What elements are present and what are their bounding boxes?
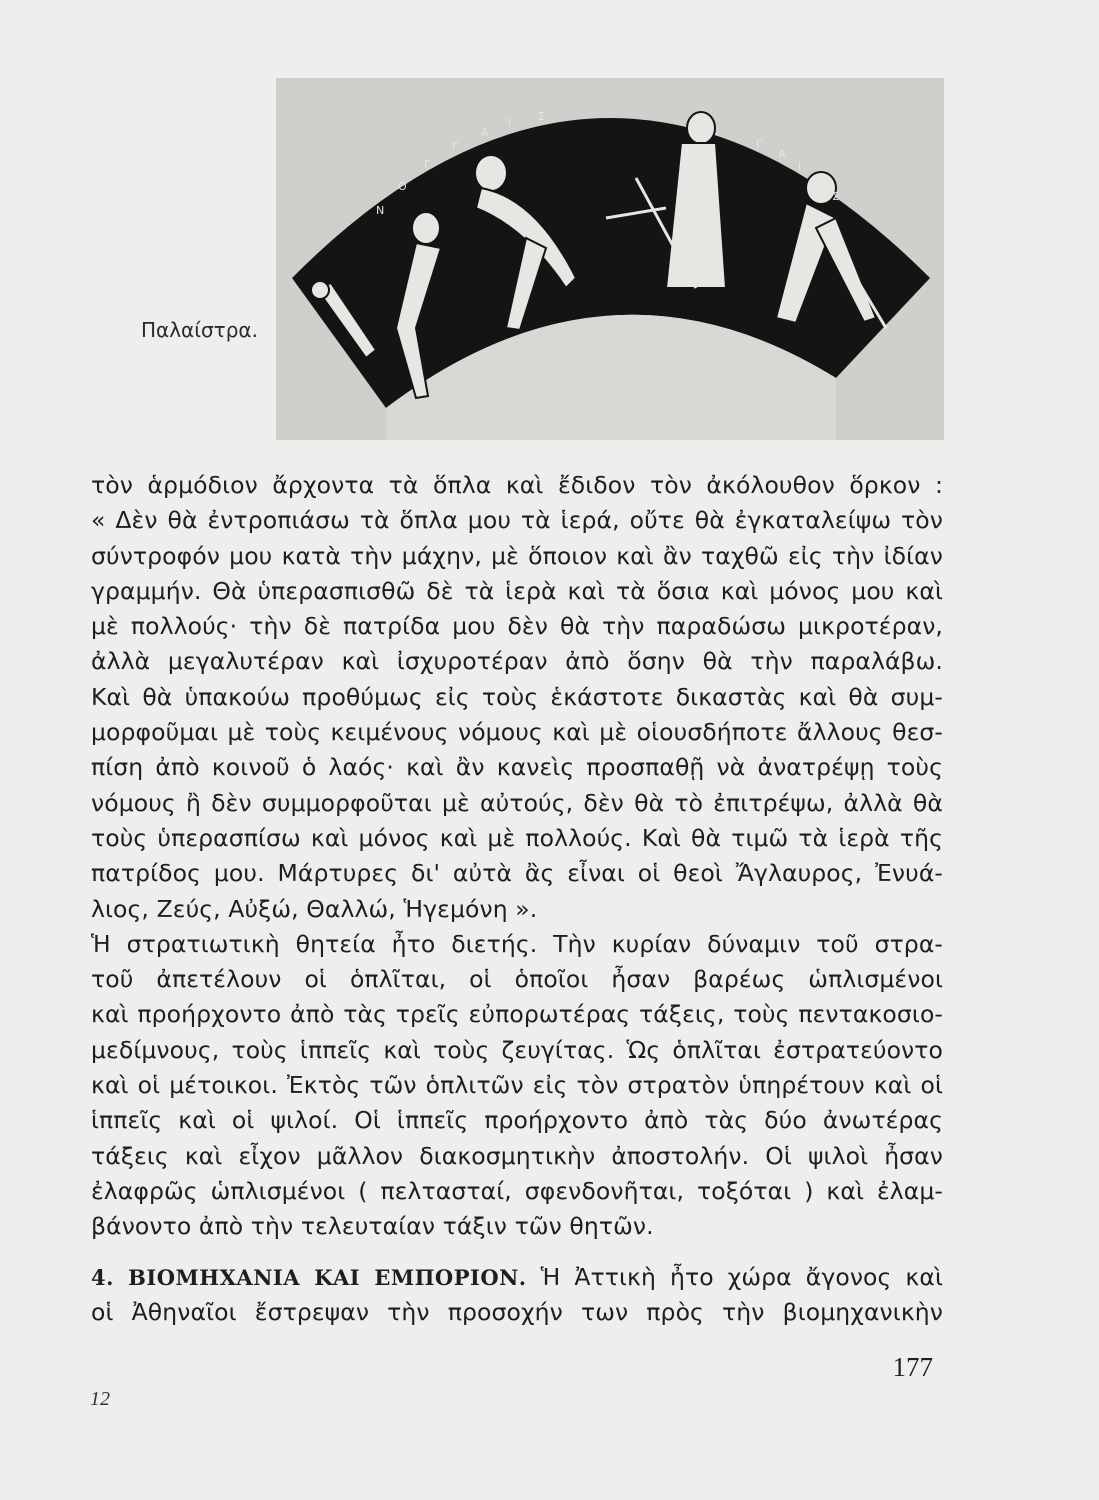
text-line: ἀλλὰ μεγαλυτέραν καὶ ἰσχυροτέραν ἀπὸ ὅσην θὰ τὴν παραλάβω. (91, 647, 943, 676)
text-line: μὲ πολλούς· τὴν δὲ πατρίδα μου δὲν θὰ τὴν παραδώσω μικροτέραν, (91, 612, 943, 641)
svg-text:Ι: Ι (798, 160, 802, 173)
section-gap (91, 1245, 943, 1260)
text-line: « Δὲν θὰ ἐντροπιάσω τὰ ὅπλα μου τὰ ἱερά, οὔτε θὰ ἐγκαταλείψω τὸν (91, 506, 943, 535)
red-figure-kylix-drawing (276, 78, 944, 440)
text-line: μεδίμνους, τοὺς ἱππεῖς καὶ τοὺς ζευγίτας. Ὡς ὁπλῖται ἐστρατεύοντο (91, 1035, 943, 1064)
text-line: λιος, Ζεύς, Αὐξώ, Θαλλώ, Ἡγεμόνη ». (91, 894, 538, 923)
text-line: τοῦ ἀπετέλουν οἱ ὁπλῖται, οἱ ὁποῖοι ἦσαν βαρέως ὡπλισμένοι (91, 965, 943, 994)
section-industry (91, 1260, 943, 1331)
body-text (91, 468, 943, 1330)
svg-text:Ο: Ο (398, 180, 407, 193)
svg-text:Σ: Σ (832, 190, 839, 203)
paragraph-military (91, 927, 943, 1245)
svg-text:Α: Α (778, 148, 786, 161)
page-number: 177 (892, 1352, 933, 1382)
text-line: τοὺς ὑπερασπίσω καὶ μόνος καὶ μὲ πολλούς. Καὶ θὰ τιμῶ τὰ ἱερὰ τῆς (91, 823, 943, 852)
svg-text:Γ: Γ (424, 158, 431, 171)
text-line: καὶ οἱ μέτοικοι. Ἐκτὸς τῶν ὁπλιτῶν εἰς τὸν στρατὸν ὑπηρέτουν καὶ οἱ (91, 1071, 943, 1100)
svg-text:Σ: Σ (538, 110, 545, 123)
signature-mark: 12 (90, 1388, 110, 1410)
text-line: πίση ἀπὸ κοινοῦ ὁ λαός· καὶ ἂν κανεὶς προσπαθῇ νὰ ἀνατρέψῃ τοὺς (91, 753, 943, 782)
svg-text:Ο: Ο (816, 174, 825, 187)
text-line: ἐλαφρῶς ὡπλισμένοι ( πελτασταί, σφενδονῆται, τοξόται ) καὶ ἐλαμ- (91, 1176, 943, 1205)
section-first-line (91, 1260, 943, 1295)
text-line: πατρίδος μου. Μάρτυρες δι' αὐτὰ ἂς εἶναι οἱ θεοὶ Ἄγλαυρος, Ἐνυά- (91, 859, 943, 888)
text-line: ἱππεῖς καὶ οἱ ψιλοί. Οἱ ἱππεῖς προήρχοντο ἀπὸ τὰς δύο ἀνωτέρας (91, 1106, 943, 1135)
text-line: τὸν ἁρμόδιον ἄρχοντα τὰ ὅπλα καὶ ἔδιδον τὸν ἀκόλουθον ὅρκον : (91, 471, 943, 499)
text-line: Καὶ θὰ ὑπακούω προθύμως εἰς τοὺς ἑκάστοτε δικαστὰς καὶ θὰ συμ- (91, 682, 943, 711)
section-heading: 4. ΒΙΟΜΗΧΑΝΙΑ ΚΑΙ ΕΜΠΟΡΙΟΝ. (91, 1264, 527, 1290)
text-line: σύντροφόν μου κατὰ τὴν μάχην, μὲ ὅποιον καὶ ἂν ταχθῶ εἰς τὴν ἰδίαν (91, 541, 943, 570)
svg-text:Γ: Γ (452, 140, 459, 153)
palaestra-illustration (276, 78, 944, 440)
text-line: τάξεις καὶ εἶχον μᾶλλον διακοσμητικὴν ἀποστολήν. Οἱ ψιλοὶ ἦσαν (91, 1141, 943, 1170)
text-line: καὶ προήρχοντο ἀπὸ τὰς τρεῖς εὐπορωτέρας τάξεις, τοὺς πεντακοσιο- (91, 1000, 943, 1029)
text-line: Ἡ στρατιωτικὴ θητεία ἦτο διετής. Τὴν κυρίαν δύναμιν τοῦ στρα- (91, 929, 943, 958)
svg-text:Ι: Ι (508, 116, 512, 129)
svg-text:Ν: Ν (376, 204, 385, 217)
text-line: γραμμήν. Θὰ ὑπερασπισθῶ δὲ τὰ ἱερὰ καὶ τὰ ὅσια καὶ μόνος μου καὶ (91, 576, 943, 605)
figure-caption: Παλαίστρα. (141, 318, 258, 342)
section-line-rest: Ἡ Ἀττικὴ ἦτο χώρα ἄγονος καὶ (526, 1262, 943, 1291)
svg-text:Α: Α (481, 126, 489, 139)
svg-text:Γ: Γ (756, 138, 763, 151)
text-line: μορφοῦμαι μὲ τοὺς κειμένους νόμους καὶ μὲ οἱουσδήποτε ἄλλους θεσ- (91, 718, 943, 747)
text-line: νόμους ἢ δὲν συμμορφοῦται μὲ αὐτούς, δὲν θὰ τὸ ἐπιτρέψω, ἀλλὰ θὰ (91, 788, 943, 817)
paragraph-oath (91, 468, 943, 927)
text-line: βάνοντο ἀπὸ τὴν τελευταίαν τάξιν τῶν θητῶν. (91, 1212, 654, 1241)
text-line: οἱ Ἀθηναῖοι ἔστρεψαν τὴν προσοχήν των πρὸς τὴν βιομηχανικὴν (91, 1297, 943, 1326)
